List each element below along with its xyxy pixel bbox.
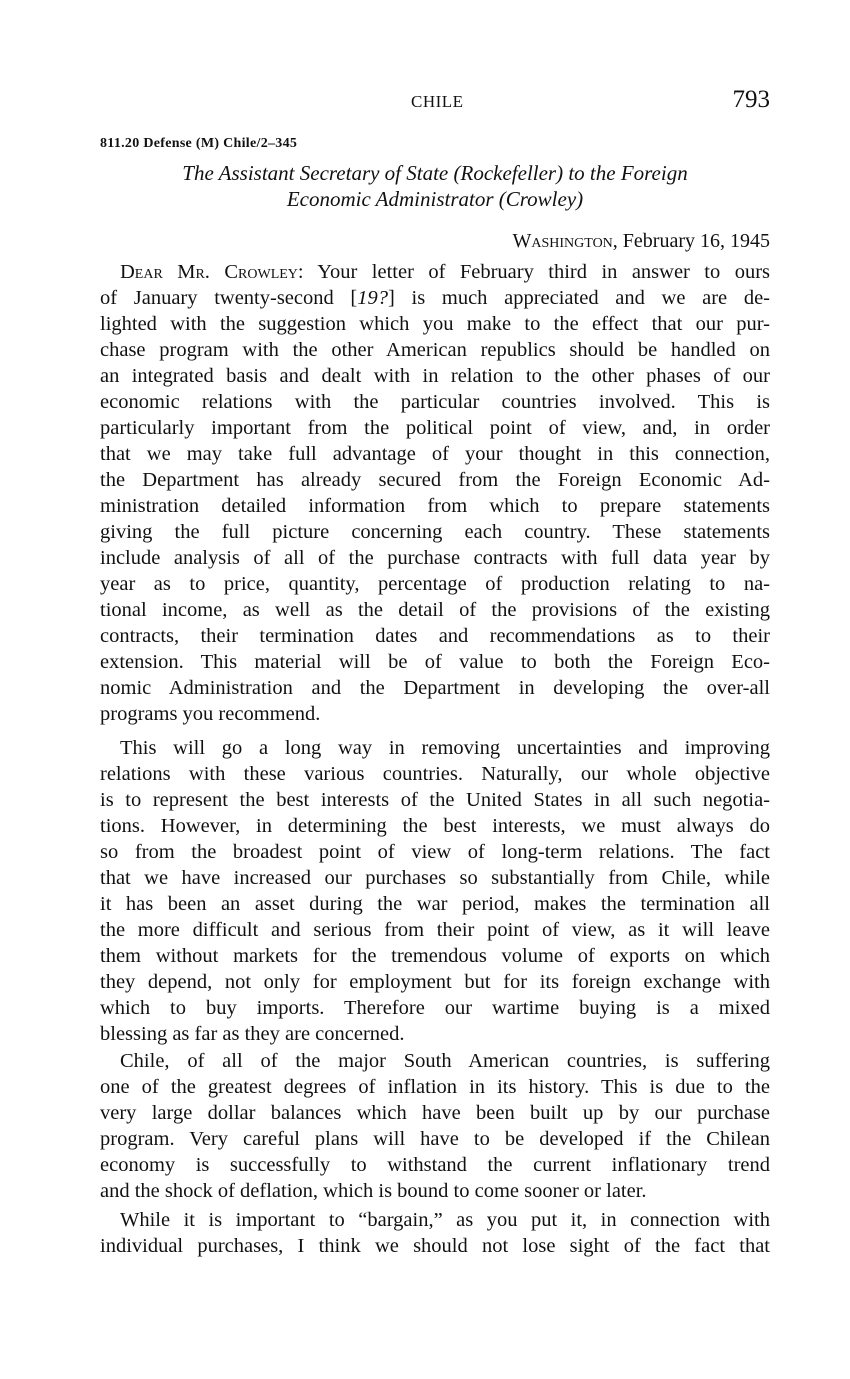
text-line: an integrated basis and dealt with in relation to the other phases of our: [100, 365, 770, 387]
text-line: extension. This material will be of value to both the Foreign Eco-: [100, 651, 770, 673]
text-line: nomic Administration and the Department in developing the over-all: [100, 677, 770, 699]
text-line: is to represent the best interests of the United States in all such negotia-: [100, 789, 770, 811]
text-line: economy is successfully to withstand the current inflationary trend: [100, 1154, 770, 1176]
text-line: blessing as far as they are concerned.: [100, 1023, 405, 1045]
text-line: it has been an asset during the war period, makes the termination all: [100, 893, 770, 915]
text-line: one of the greatest degrees of inflation in its history. This is due to the: [100, 1076, 770, 1098]
text-line: that we have increased our purchases so substantially from Chile, while: [100, 867, 770, 889]
salutation: Dear Mr. Crowley: [120, 261, 298, 283]
text-line: include analysis of all of the purchase contracts with full data year by: [100, 547, 770, 569]
text-line: they depend, not only for employment but for its foreign exchange with: [100, 971, 770, 993]
running-head: CHILE: [411, 92, 464, 111]
text-line: which to buy imports. Therefore our wartime buying is a mixed: [100, 997, 770, 1019]
text-line: year as to price, quantity, percentage of production relating to na-: [100, 573, 770, 595]
text-line: that we may take full advantage of your thought in this connection,: [100, 443, 770, 465]
editorial-insert: 19?: [357, 287, 389, 309]
text-line: very large dollar balances which have been built up by our purchase: [100, 1102, 770, 1124]
title-line: Economic Administrator (Crowley): [286, 187, 584, 211]
dateline-date: , February 16, 1945: [612, 230, 770, 252]
text-line: and the shock of deflation, which is bound to come sooner or later.: [100, 1180, 647, 1202]
text-line: This will go a long way in removing uncertainties and improving: [120, 737, 770, 759]
text-line: Chile, of all of the major South American countries, is suffering: [120, 1050, 770, 1072]
text-line: tional income, as well as the detail of the provisions of the existing: [100, 599, 770, 621]
text-line: Dear Mr. Crowley: Your letter of February third in answer to ours: [120, 261, 770, 283]
text-line: relations with these various countries. Naturally, our whole objective: [100, 763, 770, 785]
text-line: particularly important from the political point of view, and, in order: [100, 417, 770, 439]
text-line: the Department has already secured from the Foreign Economic Ad-: [100, 469, 770, 491]
text-line: lighted with the suggestion which you make to the effect that our pur-: [100, 313, 770, 335]
page-number: 793: [732, 86, 770, 113]
text-line: program. Very careful plans will have to be developed if the Chilean: [100, 1128, 770, 1150]
file-number: 811.20 Defense (M) Chile/2–345: [100, 136, 298, 151]
text-line: them without markets for the tremendous volume of exports on which: [100, 945, 770, 967]
dateline: [513, 230, 771, 253]
text-line: tions. However, in determining the best interests, we must always do: [100, 815, 770, 837]
text-line: While it is important to “bargain,” as you put it, in connection with: [120, 1209, 770, 1231]
text-line: ministration detailed information from which to prepare statements: [100, 495, 770, 517]
title-line: The Assistant Secretary of State (Rockefeller) to the Foreign: [182, 161, 688, 185]
text-line: contracts, their termination dates and recommendations as to their: [100, 625, 770, 647]
text-line: the more difficult and serious from their point of view, as it will leave: [100, 919, 770, 941]
text-line: chase program with the other American republics should be handled on: [100, 339, 770, 361]
text-line: of January twenty-second [19?] is much appreciated and we are de-: [100, 287, 771, 309]
text-line: economic relations with the particular countries involved. This is: [100, 391, 770, 413]
text-line: programs you recommend.: [100, 703, 321, 725]
document-title: [100, 160, 770, 212]
text-line: so from the broadest point of view of long-term relations. The fact: [100, 841, 770, 863]
text-line: individual purchases, I think we should not lose sight of the fact that: [100, 1235, 770, 1257]
text-line: giving the full picture concerning each country. These statements: [100, 521, 770, 543]
dateline-place: Washington: [512, 230, 613, 252]
